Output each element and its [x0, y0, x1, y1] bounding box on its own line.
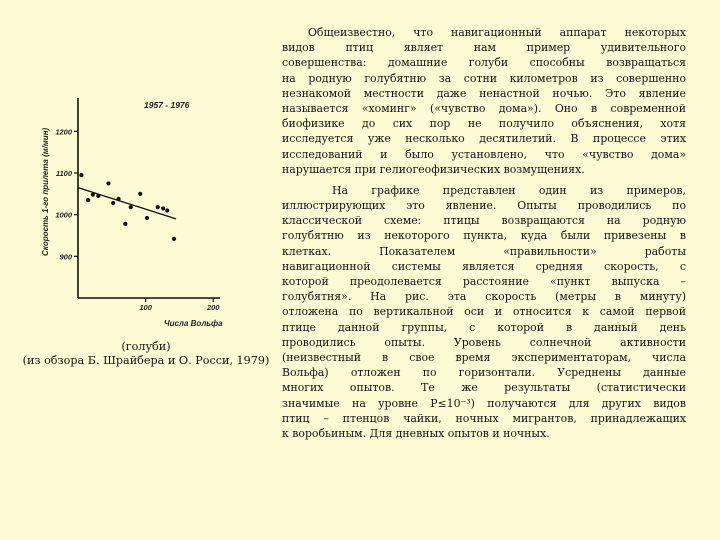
paragraph-2-line: многих опытов. Те же результаты (статистически	[282, 381, 686, 395]
data-point	[111, 201, 115, 205]
paragraph-1-line: называется «хоминг» («чувство дома»). Оно в современной	[282, 101, 686, 115]
paragraph-2-line: навигационной системы является средняя скорость, с	[282, 259, 686, 273]
paragraph-2-line: птиц – птенцов чайки, ночных мигрантов, принадлежащих	[282, 411, 686, 425]
paragraph-1-line: Общеизвестно, что навигационный аппарат некоторых	[308, 26, 686, 39]
data-point	[96, 194, 100, 198]
paragraph-2-line: которой преодолевается расстояние «пункт выпуска –	[282, 275, 686, 288]
data-point	[138, 192, 142, 196]
paragraph-2-line: На графике представлен один из примеров,	[332, 183, 686, 197]
data-point	[106, 181, 110, 185]
trend-line	[78, 188, 176, 219]
paragraph-2-line: голубятня». На рис. эта скорость (метры в минуту)	[282, 290, 686, 304]
y-tick-label: 900	[59, 252, 72, 262]
y-axis-label: Скорость 1-го прилета (м/мин)	[41, 127, 50, 256]
data-point	[156, 205, 160, 209]
paragraph-1-line: исследований и было установлено, что «чувство дома»	[282, 147, 686, 161]
figure-caption-source: (из обзора Б. Шрайбера и О. Росси, 1979)	[22, 354, 270, 367]
data-point	[161, 206, 165, 210]
y-tick-label: 1100	[55, 169, 72, 178]
paragraph-2-line: клетках. Показателем «правильности» работы	[282, 244, 686, 258]
paragraph-2-line: иллюстрирующих это явление. Опыты проводились по	[282, 199, 686, 213]
data-point	[116, 197, 120, 201]
x-axis-label: Числа Вольфа	[164, 319, 223, 328]
paragraph-1-line: совершенства: домашние голуби способны возвращаться	[282, 56, 686, 70]
chart-title: 1957 - 1976	[144, 100, 190, 110]
data-point	[145, 216, 149, 220]
paragraph-1-line: биофизике до сих пор не получило объяснения, хотя	[282, 117, 686, 131]
paragraph-1-line: видов птиц являет нам пример удивительного	[282, 41, 686, 55]
y-tick-label: 1200	[55, 127, 72, 137]
paragraph-2-line: отложена по вертикальной оси и относится к самой первой	[282, 305, 686, 319]
x-tick-label: 100	[139, 303, 152, 312]
paragraph-2	[282, 183, 686, 441]
data-point	[123, 222, 127, 226]
data-point	[129, 205, 133, 209]
paragraph-2-line: проводились опыты. Уровень солнечной активности	[282, 335, 686, 349]
data-point	[172, 237, 176, 241]
paragraph-2-line: птице данной группы, с которой в данный день	[282, 320, 686, 334]
data-point	[86, 198, 90, 202]
y-tick-label: 1000	[55, 210, 72, 220]
paragraph-2-line: к воробьиным. Для дневных опытов и ночных.	[282, 426, 550, 440]
paragraph-2-line: значимые на уровне Р≤10⁻³) получаются для других видов	[282, 396, 686, 410]
data-point	[79, 173, 83, 177]
paragraph-2-line: классической схеме: птицы возвращаются на родную	[282, 214, 686, 228]
paragraph-2-line: (неизвестный в свое время экспериментаторам, числа	[282, 350, 686, 364]
paragraph-1-line: нарушается при гелиогеофизических возмущениях.	[282, 162, 585, 176]
scatter-chart	[34, 84, 246, 340]
x-tick-label: 200	[206, 303, 220, 312]
paragraph-1	[282, 25, 686, 177]
figure-caption-subject: (голуби)	[121, 340, 171, 353]
article-text	[282, 25, 686, 441]
data-point	[165, 208, 169, 212]
paragraph-1-line: незнакомой местности даже ненастной ночью. Это явление	[282, 86, 686, 100]
paragraph-2-line: голубятню из некоторого пункта, куда были привезены в	[282, 229, 686, 243]
data-point	[91, 193, 95, 197]
paragraph-2-line: Вольфа) отложен по горизонтали. Усреднены данные	[282, 366, 686, 380]
paragraph-1-line: на родную голубятню за сотни километров из совершенно	[282, 71, 686, 85]
paragraph-1-line: исследуется уже несколько десятилетий. В процессе этих	[282, 132, 686, 146]
